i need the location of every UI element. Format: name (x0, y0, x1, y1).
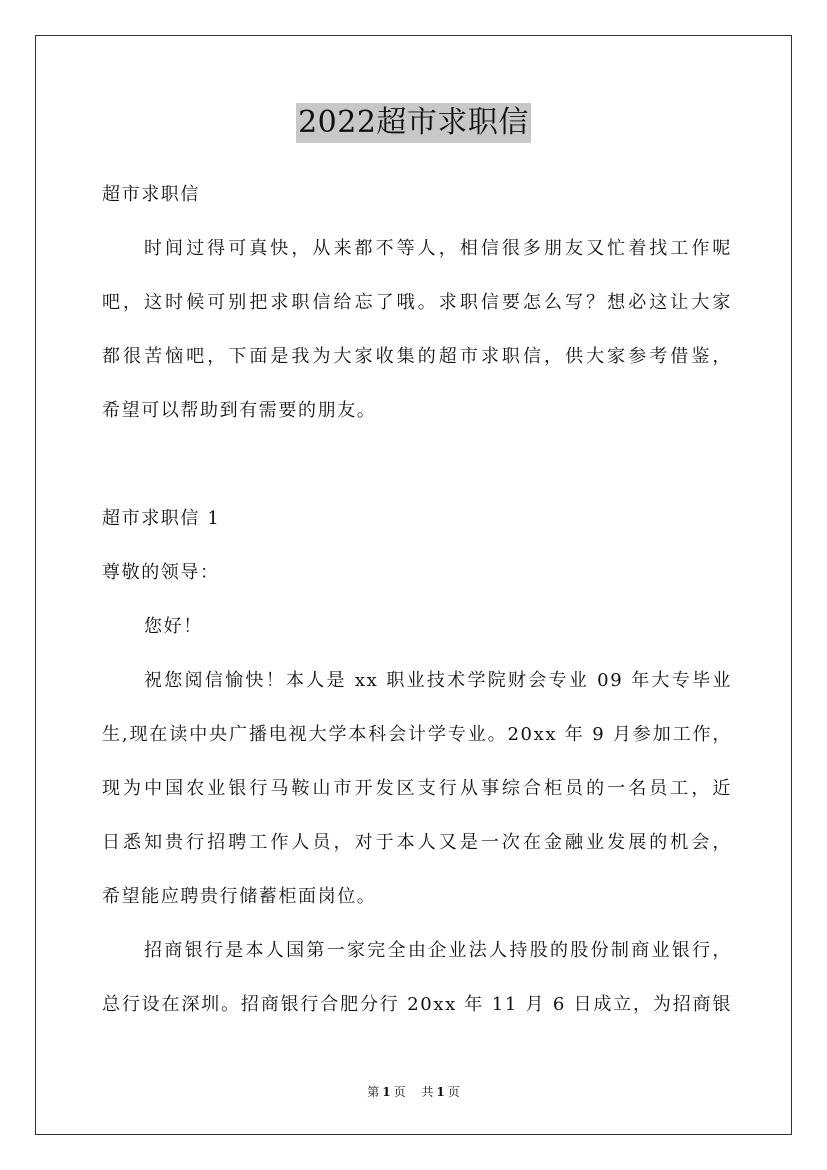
total-pages: 1 (436, 1085, 445, 1099)
paragraph-line: 招商银行是本人国第一家完全由企业法人持股的股份制商业银行， (144, 940, 732, 961)
paragraph-line: 总行设在深圳。招商银行合肥分行 20xx 年 11 月 6 日成立，为招商银 (102, 994, 732, 1015)
paragraph-line: 日悉知贵行招聘工作人员，对于本人又是一次在金融业发展的机会， (102, 832, 732, 853)
paragraph-line: 现为中国农业银行马鞍山市开发区支行从事综合柜员的一名员工，近 (102, 778, 732, 799)
greeting: 您好！ (144, 616, 203, 637)
paragraph-gap (102, 438, 732, 492)
salutation: 尊敬的领导： (102, 562, 220, 583)
paragraph-line: 希望可以帮助到有需要的朋友。 (102, 400, 377, 421)
title-container (0, 103, 827, 143)
total-suffix: 页 (447, 1085, 460, 1099)
page-total (418, 1085, 462, 1099)
section-heading: 超市求职信 (102, 184, 200, 205)
paragraph-line: 时间过得可真快，从来都不等人，相信很多朋友又忙着找工作呢 (144, 238, 732, 259)
paragraph-line: 生,现在读中央广播电视大学本科会计学专业。20xx 年 9 月参加工作， (102, 724, 732, 745)
paragraph-line: 吧，这时候可别把求职信给忘了哦。求职信要怎么写？想必这让大家 (102, 292, 732, 313)
current-page: 1 (382, 1085, 391, 1099)
paragraph-line: 祝您阅信愉快！本人是 xx 职业技术学院财会专业 09 年大专毕业 (144, 670, 732, 691)
total-prefix: 共 (421, 1085, 434, 1099)
document-body (102, 168, 732, 1032)
section-heading: 超市求职信 1 (102, 508, 221, 529)
page-prefix: 第 (367, 1085, 380, 1099)
page-footer (0, 1082, 827, 1102)
paragraph-line: 都很苦恼吧，下面是我为大家收集的超市求职信，供大家参考借鉴， (102, 346, 732, 367)
page-suffix: 页 (393, 1085, 406, 1099)
page-number (364, 1085, 408, 1099)
paragraph-line: 希望能应聘贵行储蓄柜面岗位。 (102, 886, 377, 907)
document-title: 2022超市求职信 (296, 103, 531, 143)
